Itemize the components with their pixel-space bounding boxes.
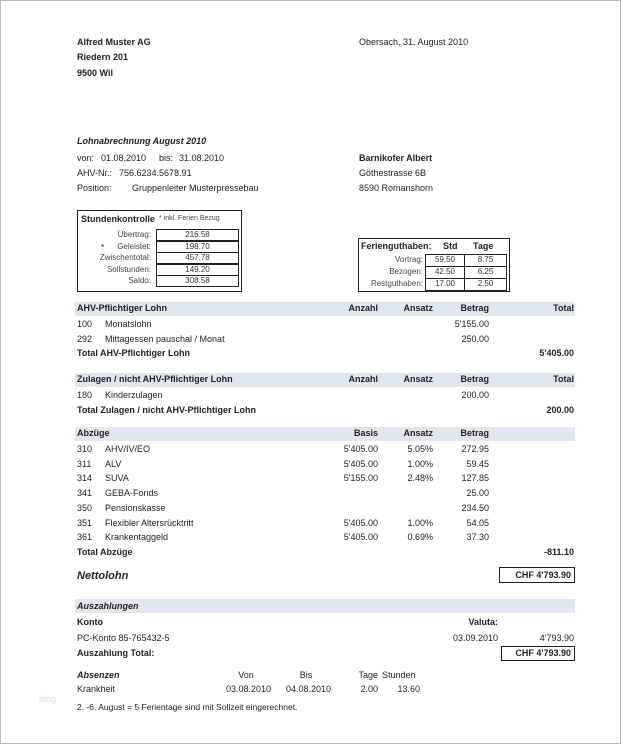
row-ansatz: 5.05% [407,444,433,454]
ahv_section-col-ansatz: Ansatz [403,303,433,313]
row-code: 361 [77,532,93,543]
row-text: Pensionskasse [105,502,166,513]
row-ansatz: 1.00% [407,458,433,469]
stundenkontrolle-title: Stundenkontrolle [81,214,155,224]
ferien-row-label: Vortrag: [394,255,423,264]
row-text: AHV/IV/EO [105,444,151,454]
row-code: 311 [77,458,92,469]
stunden-row-label: Sollstunden: [106,264,151,274]
zulagen-col-anzahl: Anzahl [348,374,378,384]
row-code: 351 [77,517,93,528]
row-basis: 5'405.00 [343,517,378,528]
row-code: 350 [77,502,93,513]
absenz-stunden: 13.60 [397,684,420,694]
valuta-label: Valuta: [468,617,498,627]
row-betrag: 25.00 [466,488,489,499]
period-bis: 31.08.2010 [179,153,225,163]
row-text: Kinderzulagen [105,390,163,400]
row-text: Flexibler Altersrücktritt [105,517,194,528]
abzuege-col-basis: Basis [353,428,378,438]
ahv_section-title: AHV-Pflichtiger Lohn [77,303,167,313]
ferien-row-std: 42.50 [425,266,465,279]
ahv-label: AHV-Nr.: [77,168,113,178]
row-text: GEBA-Fonds [105,488,159,499]
absenzen-title: Absenzen [77,670,120,680]
absenzen-col-von: Von [238,670,254,680]
stunden-row-label: Geleistet: [117,241,151,251]
stunden-row-label: Zwischentotal: [99,253,151,262]
row-text: ALV [105,458,122,469]
nettolohn-label: Nettolohn [77,570,129,582]
row-basis: 5'405.00 [343,458,378,469]
ahv_section-col-anzahl: Anzahl [348,303,378,313]
abzuege-total-label: Total Abzüge [77,546,133,557]
row-basis: 5'405.00 [343,444,378,454]
konto-label: Konto [77,617,103,627]
auszahlung-total-label: Auszahlung Total: [77,648,155,658]
company-street: Riedern 201 [77,52,129,62]
period-von: 01.08.2010 [101,153,147,163]
ferien-row-std: 17.00 [425,278,465,291]
period-von-label: von: [77,153,95,163]
ferien-row-tage: 2.50 [464,278,507,291]
row-code: 341 [77,488,93,499]
abzuege-col-ansatz: Ansatz [403,428,433,438]
zulagen-total: 200.00 [546,404,574,415]
ferien-col-std: Std [443,241,458,251]
document-title: Lohnabrechnung August 2010 [77,136,207,146]
nettolohn-value: CHF 4'793.90 [499,567,575,583]
row-code: 314 [77,473,93,484]
ferienguthaben-title: Ferienguthaben: [361,241,432,251]
place-date: Obersach, 31. August 2010 [359,37,469,47]
ahv_section-total: 5'405.00 [539,348,574,359]
ferien-row-label: Restguthaben: [370,279,423,288]
row-text: Krankentaggeld [105,532,169,543]
ferien-col-tage: Tage [473,241,494,251]
ferien-row-tage: 6.25 [464,266,507,279]
row-betrag: 59.45 [466,458,489,469]
stunden-row-value: 216.58 [156,229,239,241]
stundenkontrolle-note: * inkl. Ferien Bezug [159,215,220,222]
footnote: 2. -6. August = 5 Ferientage sind mit Sollzeit eingerechnet. [77,702,298,712]
abzuege-total: -811.10 [543,546,574,557]
stunden-row-value: 149.20 [156,264,239,276]
absenz-tage: 2.00 [360,684,378,694]
abzuege-title: Abzüge [77,428,110,438]
row-betrag: 200.00 [461,390,489,400]
ahv_section-col-total: Total [553,303,574,313]
period-bis-label: bis: [159,153,174,163]
position-label: Position: [77,183,112,193]
stunden-row-value: 457.78 [156,252,239,264]
row-betrag: 5'155.00 [454,319,489,329]
stunden-row-value: 308.58 [156,275,239,287]
auszahlung-betrag: 4'793.90 [539,633,574,643]
row-text: SUVA [105,473,129,484]
stunden-row-value: 198.70 [156,241,239,253]
zulagen-col-total: Total [553,374,574,384]
row-betrag: 37.30 [466,532,489,543]
konto-value: PC-Konto 85-765432-5 [77,633,170,643]
ahv-number: 756.6234.5678.91 [119,168,192,178]
row-code: 292 [77,333,93,344]
ferien-row-label: Bezogen: [389,267,423,276]
position-value: Gruppenleiter Musterpressebau [132,183,259,193]
auszahlungen-title: Auszahlungen [77,601,139,611]
auszahlungen-header [75,599,575,613]
row-code: 180 [77,390,93,400]
row-betrag: 127.85 [461,473,489,484]
zulagen-col-betrag: Betrag [460,374,489,384]
row-betrag: 272.95 [461,444,489,454]
row-betrag: 54.05 [466,517,489,528]
absenzen-col-tage: Tage [358,670,378,680]
stunden-row-label: Übertrag: [117,230,151,239]
row-code: 310 [77,444,93,454]
row-ansatz: 2.48% [407,473,433,484]
employee-city: 8590 Romanshorn [359,183,434,193]
stunden-row-label: Saldo: [128,276,151,285]
absenz-bis: 04.08.2010 [285,684,331,694]
absenzen-col-bis: Bis [299,670,313,680]
absenz-type: Krankheit [77,684,116,694]
watermark: blog [39,694,57,704]
absenz-von: 03.08.2010 [225,684,271,694]
employee-name: Barnikofer Albert [359,153,433,163]
geleistet-star: * [101,243,105,252]
ferien-row-tage: 8.75 [464,254,507,267]
ferien-row-std: 59.50 [425,254,465,267]
abzuege-col-betrag: Betrag [460,428,489,438]
row-ansatz: 1.00% [407,517,433,528]
row-text: Monatslohn [105,319,152,329]
employee-street: Göthestrasse 6B [359,168,427,178]
absenzen-col-stunden: Stunden [382,670,416,680]
row-text: Mittagessen pauschal / Monat [105,333,225,344]
auszahlung-total: CHF 4'793.90 [501,646,575,661]
row-ansatz: 0.69% [407,532,433,543]
zulagen-total-label: Total Zulagen / nicht AHV-Pflichtiger Lohn [77,404,256,415]
row-betrag: 250.00 [461,333,489,344]
row-betrag: 234.50 [461,502,489,513]
valuta-value: 03.09.2010 [452,633,498,643]
company-name: Alfred Muster AG [77,37,151,47]
ahv_section-total-label: Total AHV-Pflichtiger Lohn [77,348,190,359]
company-city: 9500 Wil [77,68,113,78]
zulagen-title: Zulagen / nicht AHV-Pflichtiger Lohn [77,374,233,384]
row-code: 100 [77,319,93,329]
ahv_section-col-betrag: Betrag [460,303,489,313]
row-basis: 5'405.00 [343,532,378,543]
row-basis: 5'155.00 [343,473,378,484]
zulagen-col-ansatz: Ansatz [403,374,433,384]
